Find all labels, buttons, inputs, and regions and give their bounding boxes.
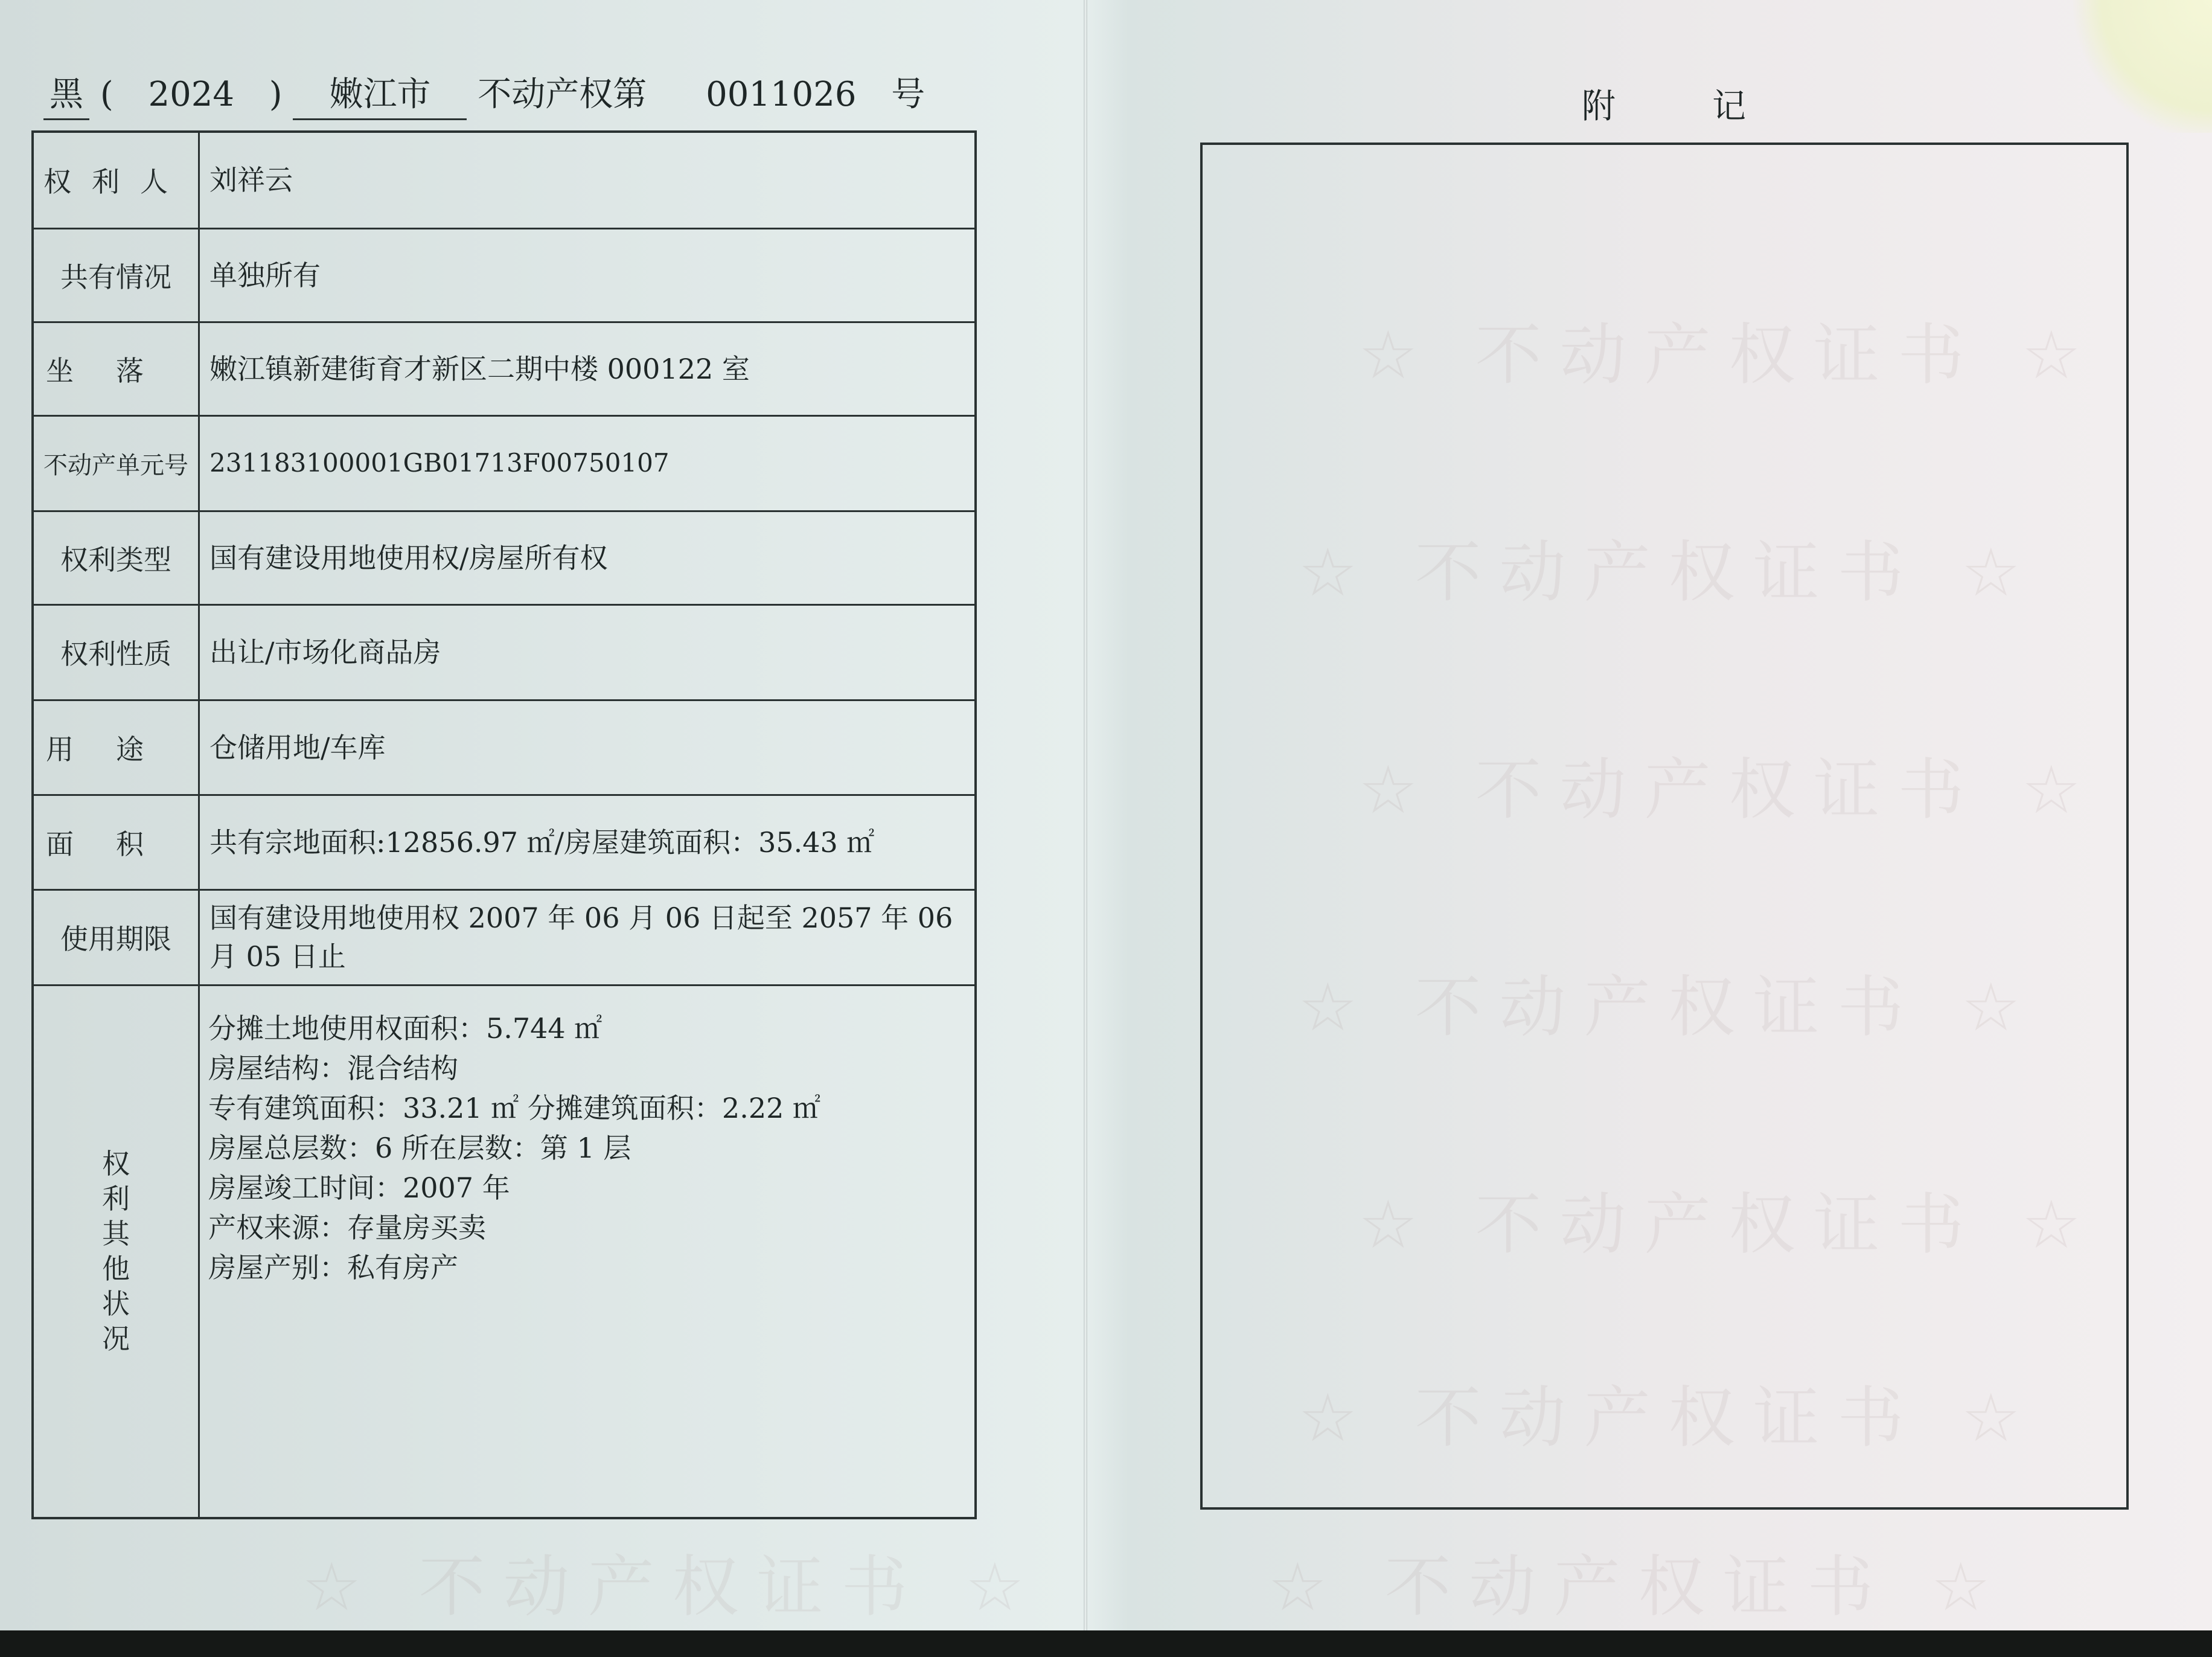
usage-label: 用途 xyxy=(33,700,199,795)
security-pattern: ☆ 不动产权证书 ☆ xyxy=(1358,751,2100,828)
owner-label: 权利人 xyxy=(33,132,199,228)
area-value: 共有宗地面积:12856.97 ㎡/房屋建筑面积：35.43 ㎡ xyxy=(199,795,976,889)
sharing-label: 共有情况 xyxy=(33,228,199,322)
page-corner xyxy=(2061,0,2212,133)
usage-value: 仓储用地/车库 xyxy=(199,700,976,795)
right-type-value: 国有建设用地使用权/房屋所有权 xyxy=(199,511,976,604)
property-info-table xyxy=(31,130,977,1519)
table-surface xyxy=(0,1630,2212,1657)
security-pattern: ☆ 不动产权证书 ☆ xyxy=(1358,316,2100,394)
right-nature-value: 出让/市场化商品房 xyxy=(199,604,976,700)
term-label: 使用期限 xyxy=(33,889,199,985)
location-value: 嫩江镇新建街育才新区二期中楼 000122 室 xyxy=(199,322,976,415)
annex-title: 附记 xyxy=(1582,87,1843,126)
other-label xyxy=(33,985,199,1518)
detail-line: 房屋总层数：6 所在层数：第 1 层 xyxy=(208,1132,631,1164)
year-field: 2024 xyxy=(148,75,234,114)
detail-line: 专有建筑面积：33.21 ㎡ 分摊建筑面积：2.22 ㎡ xyxy=(208,1092,820,1124)
location-label: 坐落 xyxy=(33,322,199,415)
cert-number: 0011026 xyxy=(706,75,857,114)
security-pattern: ☆ 不动产权证书 ☆ xyxy=(302,1548,1043,1626)
table-row xyxy=(33,322,976,415)
table-row xyxy=(33,511,976,604)
right-type-label: 权利类型 xyxy=(33,511,199,604)
other-label-chars: 权 利 其 他 状 况 xyxy=(102,1147,130,1356)
security-pattern: ☆ 不动产权证书 ☆ xyxy=(1298,1379,2039,1457)
unit-number-value: 231183100001GB01713F00750107 xyxy=(199,415,976,511)
right-nature-label: 权利性质 xyxy=(33,604,199,700)
annex-box xyxy=(1200,143,2129,1510)
table-row xyxy=(33,415,976,511)
security-pattern: ☆ 不动产权证书 ☆ xyxy=(1298,534,2039,611)
table-row xyxy=(33,889,976,985)
owner-value: 刘祥云 xyxy=(199,132,976,228)
table-row xyxy=(33,132,976,228)
detail-line: 房屋结构：混合结构 xyxy=(208,1052,458,1085)
detail-line: 房屋产别：私有房产 xyxy=(208,1251,458,1284)
table-row xyxy=(33,228,976,322)
cert-suffix: 号 xyxy=(891,75,925,114)
cert-type: 不动产权第 xyxy=(478,75,647,114)
table-row xyxy=(33,795,976,889)
table-row xyxy=(33,604,976,700)
unit-number-label: 不动产单元号 xyxy=(33,415,199,511)
security-pattern: ☆ 不动产权证书 ☆ xyxy=(1358,1186,2100,1263)
term-value: 国有建设用地使用权 2007 年 06 月 06 日起至 2057 年 06 月 05 日止 xyxy=(199,889,976,985)
other-details xyxy=(208,1008,820,1287)
detail-line: 房屋竣工时间：2007 年 xyxy=(208,1171,510,1204)
detail-line: 分摊土地使用权面积：5.744 ㎡ xyxy=(208,1012,603,1045)
table-row xyxy=(33,700,976,795)
cert-header: 黑 ( 2024 ) 嫩江市 不动产权第 0011026 号 xyxy=(43,68,925,120)
area-label: 面积 xyxy=(33,795,199,889)
province-field: 黑 xyxy=(43,68,89,120)
security-pattern: ☆ 不动产权证书 ☆ xyxy=(1298,969,2039,1046)
center-fold xyxy=(1084,0,1087,1630)
detail-line: 产权来源：存量房买卖 xyxy=(208,1211,486,1244)
city-field: 嫩江市 xyxy=(293,68,467,120)
security-pattern: ☆ 不动产权证书 ☆ xyxy=(1268,1548,2009,1626)
sharing-value: 单独所有 xyxy=(199,228,976,322)
